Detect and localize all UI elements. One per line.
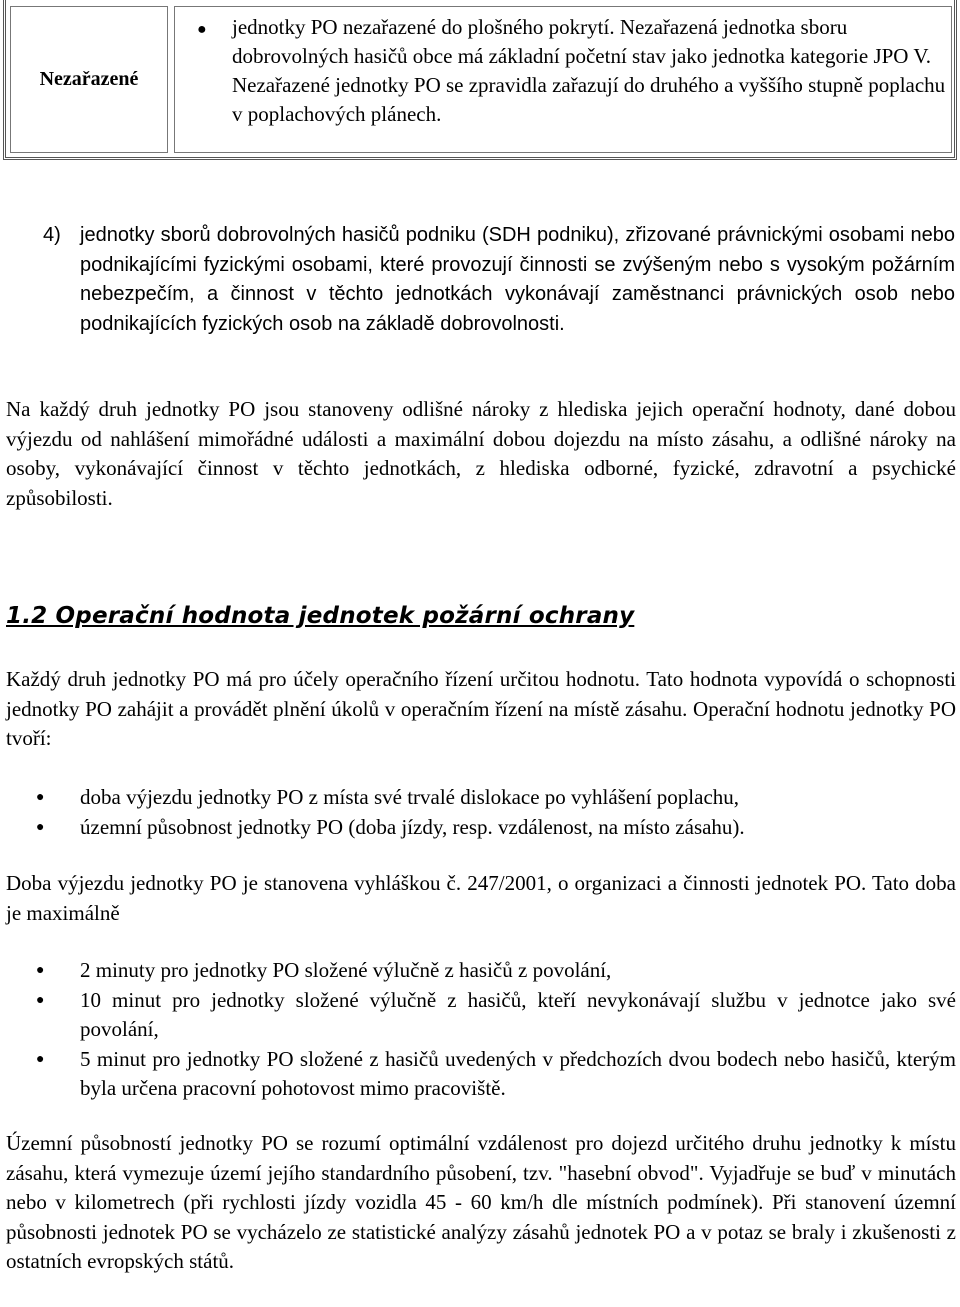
bullet-icon: ●	[36, 819, 45, 835]
departure-time-list	[36, 956, 956, 1104]
bullet-icon: ●	[197, 21, 207, 38]
bullet-icon: ●	[36, 992, 45, 1008]
bullet-icon: ●	[36, 963, 45, 978]
list-item: ● doba výjezdu jednotky PO z místa své trvalé dislokace po vyhlášení poplachu,	[36, 783, 956, 813]
operational-value-list	[36, 783, 956, 842]
bullet-icon: ●	[36, 1051, 45, 1067]
list-item-4	[43, 221, 955, 339]
paragraph-unit-requirements: Na každý druh jednotky PO jsou stanoveny odlišné nároky z hlediska jejich operační hodnoty, dané dobou výjezdu od nahlášení mimořádné události a maximální dobou dojezdu na místo zásahu, a odlišné nároky na osoby, vykonávající činnost v těchto jednotkách, z hlediska odborné, fyzické, zdravotní a psychické způsobilosti.	[6, 397, 956, 510]
list-item: ● 5 minut pro jednotky PO složené z hasičů uvedených v předchozích dvou bodech nebo hasičů, kterým byla určena pracovní pohotovost mimo pracoviště.	[36, 1046, 956, 1100]
category-table	[3, 0, 957, 160]
list-item: ● 2 minuty pro jednotky PO složené výlučně z hasičů z povolání,	[36, 956, 956, 986]
category-label-cell	[10, 6, 168, 153]
category-description: jednotky PO nezařazené do plošného pokrytí. Nezařazená jednotka sboru dobrovolných hasičů obce má základní početní stav jako jednotka kategorie JPO V. Nezařazené jednotky PO se zpravidla zařazují do druhého a vyššího stupně poplachu v poplachových plánech.	[232, 15, 946, 126]
paragraph-operational-value: Každý druh jednotky PO má pro účely operačního řízení určitou hodnotu. Tato hodnota vypovídá o schopnosti jednotky PO zahájit a provádět plnění úkolů v operačním řízení na místě zásahu. Operační hodnotu jednotky PO tvoří:	[6, 667, 956, 750]
bullet-icon: ●	[36, 790, 45, 805]
list-item: ● 10 minut pro jednotky složené výlučně z hasičů, kteří nevykonávají službu v jednotce jako své povolání,	[36, 987, 956, 1041]
category-label: Nezařazené	[39, 68, 139, 90]
item-number: 4)	[43, 224, 61, 246]
list-item: ● územní působnost jednotky PO (doba jízdy, resp. vzdálenost, na místo zásahu).	[36, 813, 956, 843]
item-4-text: jednotky sborů dobrovolných hasičů podniku (SDH podniku), zřizované právnickými osobami nebo podnikajícími fyzickými osobami, které provozují činnosti se zvýšeným nebo s vysokým požárním nebezpečím, a činnost v těchto jednotkách vykonávají zaměstnanci právnických osob nebo podnikajících fyzických osob na základě dobrovolnosti.	[80, 224, 955, 335]
paragraph-territorial-scope: Územní působností jednotky PO se rozumí optimální vzdálenost pro dojezd určitého druhu jednotky k místu zásahu, která vymezuje území jejího standardního působení, tzv. "hasební obvod". Vyjadřuje se buď v minutách nebo v kilometrech (při rychlosti jízdy vozidla 45 - 60 km/h dle místních podmínek). Při stanovení územní působnosti jednotek PO se vycházelo ze statistické analýzy zásahů jednotek PO a v potaz se braly i zkušenosti z ostatních evropských států.	[6, 1131, 956, 1273]
category-description-cell	[174, 6, 952, 153]
section-heading: 1.2 Operační hodnota jednotek požární ochrany	[6, 603, 635, 629]
paragraph-departure-time: Doba výjezdu jednotky PO je stanovena vyhláškou č. 247/2001, o organizaci a činnosti jednotek PO. Tato doba je maximálně	[6, 871, 956, 925]
